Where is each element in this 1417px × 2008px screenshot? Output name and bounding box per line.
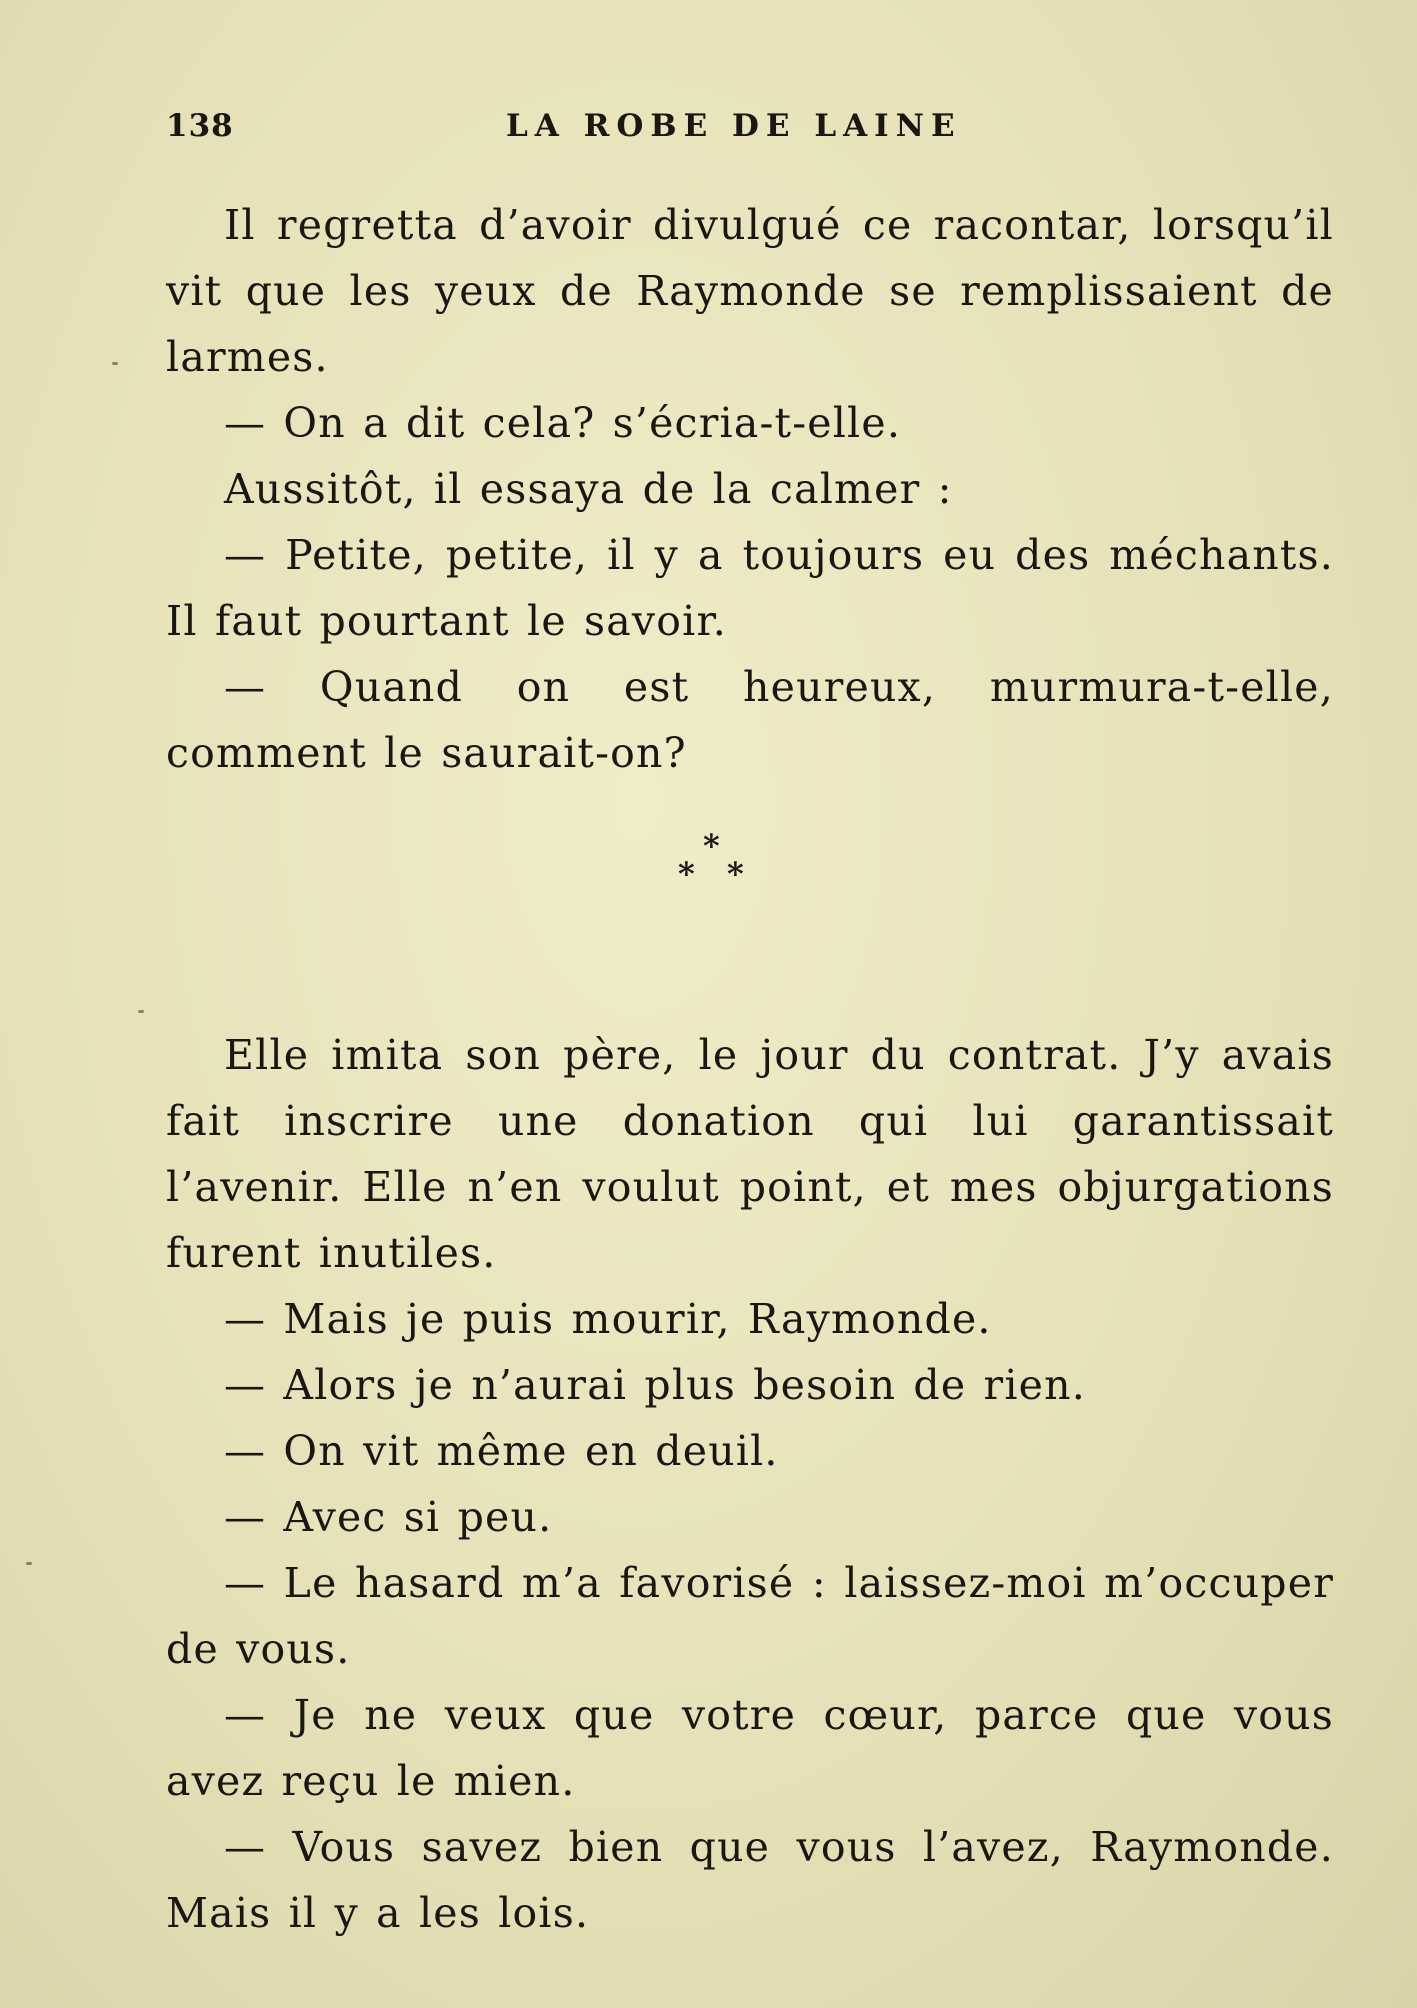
paper-speck	[26, 1562, 32, 1565]
asterisk-icon: *	[678, 855, 695, 893]
dialogue-line: — On a dit cela? s’écria-t-elle.	[224, 399, 902, 447]
running-title: LA ROBE DE LAINE	[506, 108, 962, 144]
page-text	[166, 192, 1334, 1946]
page-header	[166, 108, 1014, 158]
dialogue-line: — Alors je n’aurai plus besoin de rien.	[224, 1361, 1086, 1409]
page-number: 138	[166, 108, 234, 144]
dialogue-line: — Le hasard m’a favorisé : laissez-moi m’occuper de vous.	[166, 1559, 1334, 1673]
dialogue-line: — Mais je puis mourir, Raymonde.	[224, 1295, 992, 1343]
dialogue-line: — Petite, petite, il y a toujours eu des méchants. Il faut pourtant le savoir.	[166, 531, 1334, 645]
paragraph: Il regretta d’avoir divulgué ce racontar, lorsqu’il vit que les yeux de Raymonde se remplissaient de larmes.	[166, 201, 1334, 381]
section-break-asterism	[166, 786, 1334, 1022]
asterisk-icon: *	[727, 855, 744, 893]
dialogue-line: — Je ne veux que votre cœur, parce que vous avez reçu le mien.	[166, 1691, 1334, 1805]
dialogue-line: — On vit même en deuil.	[224, 1427, 779, 1475]
dialogue-line: — Quand on est heureux, murmura-t-elle, comment le saurait-on?	[166, 663, 1334, 777]
paper-speck	[112, 362, 118, 365]
dialogue-line: — Avec si peu.	[224, 1493, 553, 1541]
paragraph: Elle imita son père, le jour du contrat. J’y avais fait inscrire une donation qui lui garantissait l’avenir. Elle n’en voulut point, et mes objurgations furent inutiles.	[166, 1031, 1334, 1277]
paragraph: Aussitôt, il essaya de la calmer :	[224, 465, 953, 513]
paper-speck	[138, 1010, 144, 1013]
asterisk-icon: *	[703, 827, 720, 865]
dialogue-line: — Vous savez bien que vous l’avez, Raymonde. Mais il y a les lois.	[166, 1823, 1334, 1937]
